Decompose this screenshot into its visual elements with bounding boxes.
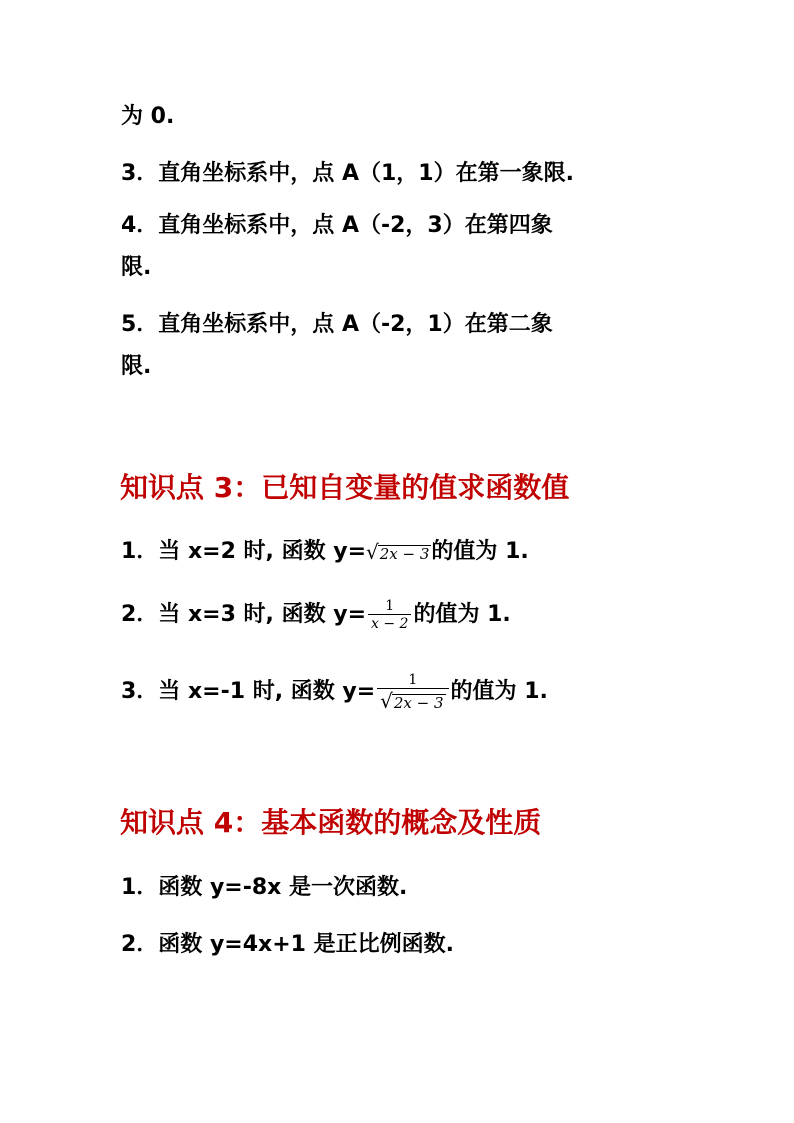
section-4-item-1: 1．函数 y=-8x 是一次函数. <box>121 875 408 900</box>
section-4-item-2: 2．函数 y=4x+1 是正比例函数. <box>121 932 454 957</box>
item-3-prefix: 3．当 x=-1 时, 函数 y= <box>121 679 376 704</box>
statement-5: 5．直角坐标系中，点 A（-2，1）在第二象 <box>121 312 553 337</box>
statement-3: 3．直角坐标系中，点 A（1，1）在第一象限. <box>121 161 574 186</box>
section-3-item-3 <box>121 673 548 711</box>
section-3-item-1 <box>121 535 529 569</box>
item-2-prefix: 2．当 x=3 时, 函数 y= <box>121 602 367 627</box>
fraction-expression <box>377 673 448 711</box>
fraction-denominator: x − 2 <box>368 614 411 631</box>
statement-4: 4．直角坐标系中，点 A（-2，3）在第四象 <box>121 213 553 238</box>
text-line-1: 为 0. <box>121 104 175 129</box>
statement-5-continued: 限. <box>121 354 152 379</box>
fraction-expression <box>368 599 411 631</box>
item-1-suffix: 的值为 1. <box>431 539 529 564</box>
radical-sign-icon: √ <box>366 540 379 564</box>
statement-4-continued: 限. <box>121 255 152 280</box>
section-3-heading: 知识点 3：已知自变量的值求函数值 <box>120 471 570 504</box>
sqrt-expression <box>366 542 431 562</box>
section-3-item-2 <box>121 598 511 632</box>
sqrt-expression <box>380 691 445 711</box>
fraction-denominator <box>377 688 448 711</box>
fraction-numerator: 1 <box>385 598 395 614</box>
section-4-heading: 知识点 4：基本函数的概念及性质 <box>120 806 542 839</box>
item-2-suffix: 的值为 1. <box>413 602 511 627</box>
fraction-numerator: 1 <box>408 672 418 688</box>
item-3-suffix: 的值为 1. <box>450 679 548 704</box>
item-1-prefix: 1．当 x=2 时, 函数 y= <box>121 539 367 564</box>
radicand: 2x − 3 <box>393 694 444 712</box>
radicand: 2x − 3 <box>379 545 430 563</box>
radical-sign-icon: √ <box>380 689 393 713</box>
